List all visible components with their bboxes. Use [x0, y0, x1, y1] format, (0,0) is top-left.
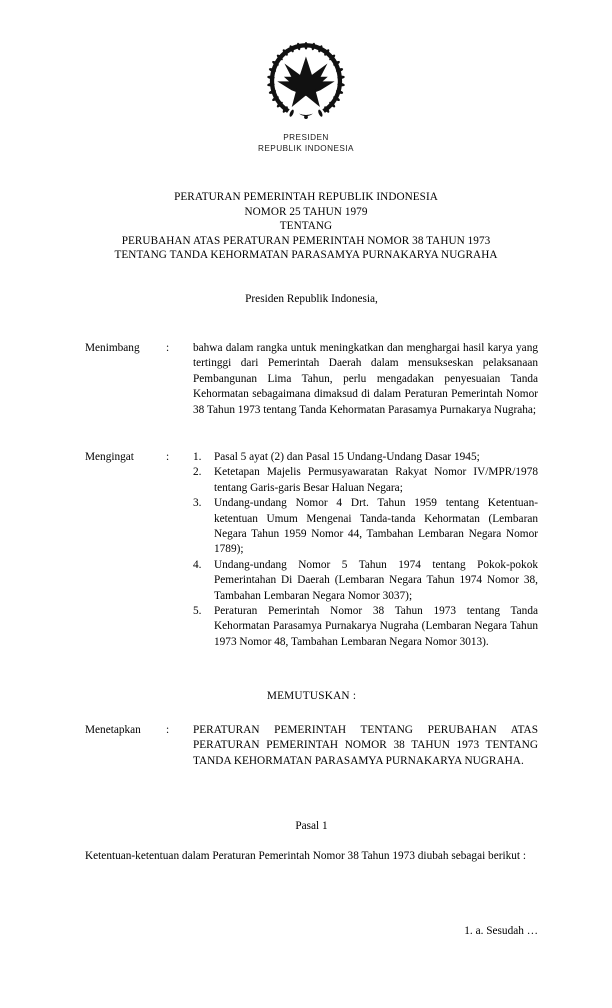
title-line-5: TENTANG TANDA KEHORMATAN PARASAMYA PURNAKARYA NUGRAHA — [114, 249, 498, 262]
list-item-number: 5. — [193, 605, 202, 618]
opening-line: Presiden Republik Indonesia, — [245, 293, 378, 305]
menetapkan-label: Menetapkan — [85, 724, 141, 736]
menetapkan-text: PERATURAN PEMERINTAH TENTANG PERUBAHAN ATAS PERATURAN PEMERINTAH NOMOR 38 TAHUN 1973 TENTANG TANDA KEHORMATAN PARASAMYA PURNAKARYA NUGRAHA. — [193, 724, 538, 767]
pasal-heading: Pasal 1 — [295, 820, 328, 832]
mengingat-list — [193, 450, 538, 650]
menimbang-colon: : — [166, 342, 170, 354]
clause-menimbang — [85, 341, 538, 418]
emblem-caption-line-2: REPUBLIK INDONESIA — [258, 143, 354, 153]
list-item-text: Ketetapan Majelis Permusyawaratan Rakyat Nomor IV/MPR/1978 tentang Garis-garis Besar Haluan Negara; — [214, 466, 538, 494]
list-item-number: 1. — [193, 451, 202, 463]
page-catchword: 1. a. Sesudah … — [464, 925, 538, 937]
mengingat-label: Mengingat — [85, 451, 134, 463]
list-item — [193, 450, 538, 465]
menimbang-label: Menimbang — [85, 342, 140, 354]
title-line-4: PERUBAHAN ATAS PERATURAN PEMERINTAH NOMOR 38 TAHUN 1973 — [121, 234, 491, 247]
menimbang-text: bahwa dalam rangka untuk meningkatkan dan menghargai hasil karya yang tertinggi dari Pemerintah Daerah dalam mensukseskan pelaksanaan Pembangunan Lima Tahun, perlu mengadakan penyesuaian Tanda Kehormatan sebagaimana dimaksud di dalam Peraturan Pemerintah Nomor 38 Tahun 1973 tentang Tanda Kehormatan Parasamya Purnakarya Nugraha; — [193, 342, 538, 416]
indonesian-presidential-star-wreath-emblem — [263, 38, 349, 124]
clause-mengingat — [85, 450, 538, 650]
title-line-1: PERATURAN PEMERINTAH REPUBLIK INDONESIA — [174, 191, 438, 203]
list-item-number: 3. — [193, 497, 202, 510]
emblem-block — [0, 38, 612, 154]
mengingat-body — [193, 450, 538, 650]
list-item — [193, 465, 538, 496]
document-title — [44, 190, 568, 263]
pasal-body: Ketentuan-ketentuan dalam Peraturan Pemerintah Nomor 38 Tahun 1973 diubah sebagai berikut : — [85, 850, 527, 862]
memutuskan-heading: MEMUTUSKAN : — [266, 690, 357, 702]
list-item-text: Peraturan Pemerintah Nomor 38 Tahun 1973 tentang Tanda Kehormatan Parasamya Purnakarya Nugraha (Lembaran Negara Tahun 1973 Nomor 48, Tambahan Lembaran Negara Nomor 3013). — [214, 605, 538, 648]
clause-menetapkan — [85, 723, 538, 769]
list-item-number: 4. — [193, 558, 202, 571]
emblem-caption — [0, 133, 612, 154]
menetapkan-colon: : — [166, 724, 170, 736]
list-item — [193, 496, 538, 558]
list-item-text: Undang-undang Nomor 5 Tahun 1974 tentang Pokok-pokok Pemerintahan Di Daerah (Lembaran Negara Tahun 1974 Nomor 38, Tambahan Lembaran Negara Nomor 3037); — [214, 558, 538, 602]
list-item-text: Undang-undang Nomor 4 Drt. Tahun 1959 tentang Ketentuan-ketentuan Umum Mengenai Tanda-tanda Kehormatan (Lembaran Negara Tahun 1959 Nomor 44, Tambahan Lembaran Negara Nomor 1789); — [214, 497, 538, 556]
title-line-3: TENTANG — [279, 220, 333, 233]
list-item-text: Pasal 5 ayat (2) dan Pasal 15 Undang-Undang Dasar 1945; — [214, 451, 480, 463]
list-item-number: 2. — [193, 466, 202, 479]
emblem-caption-line-1: PRESIDEN — [283, 133, 329, 142]
mengingat-colon: : — [166, 451, 170, 463]
menimbang-body — [193, 341, 538, 418]
title-line-2: NOMOR 25 TAHUN 1979 — [244, 205, 368, 218]
list-item — [193, 558, 538, 604]
menetapkan-body — [193, 723, 538, 769]
list-item — [193, 604, 538, 650]
